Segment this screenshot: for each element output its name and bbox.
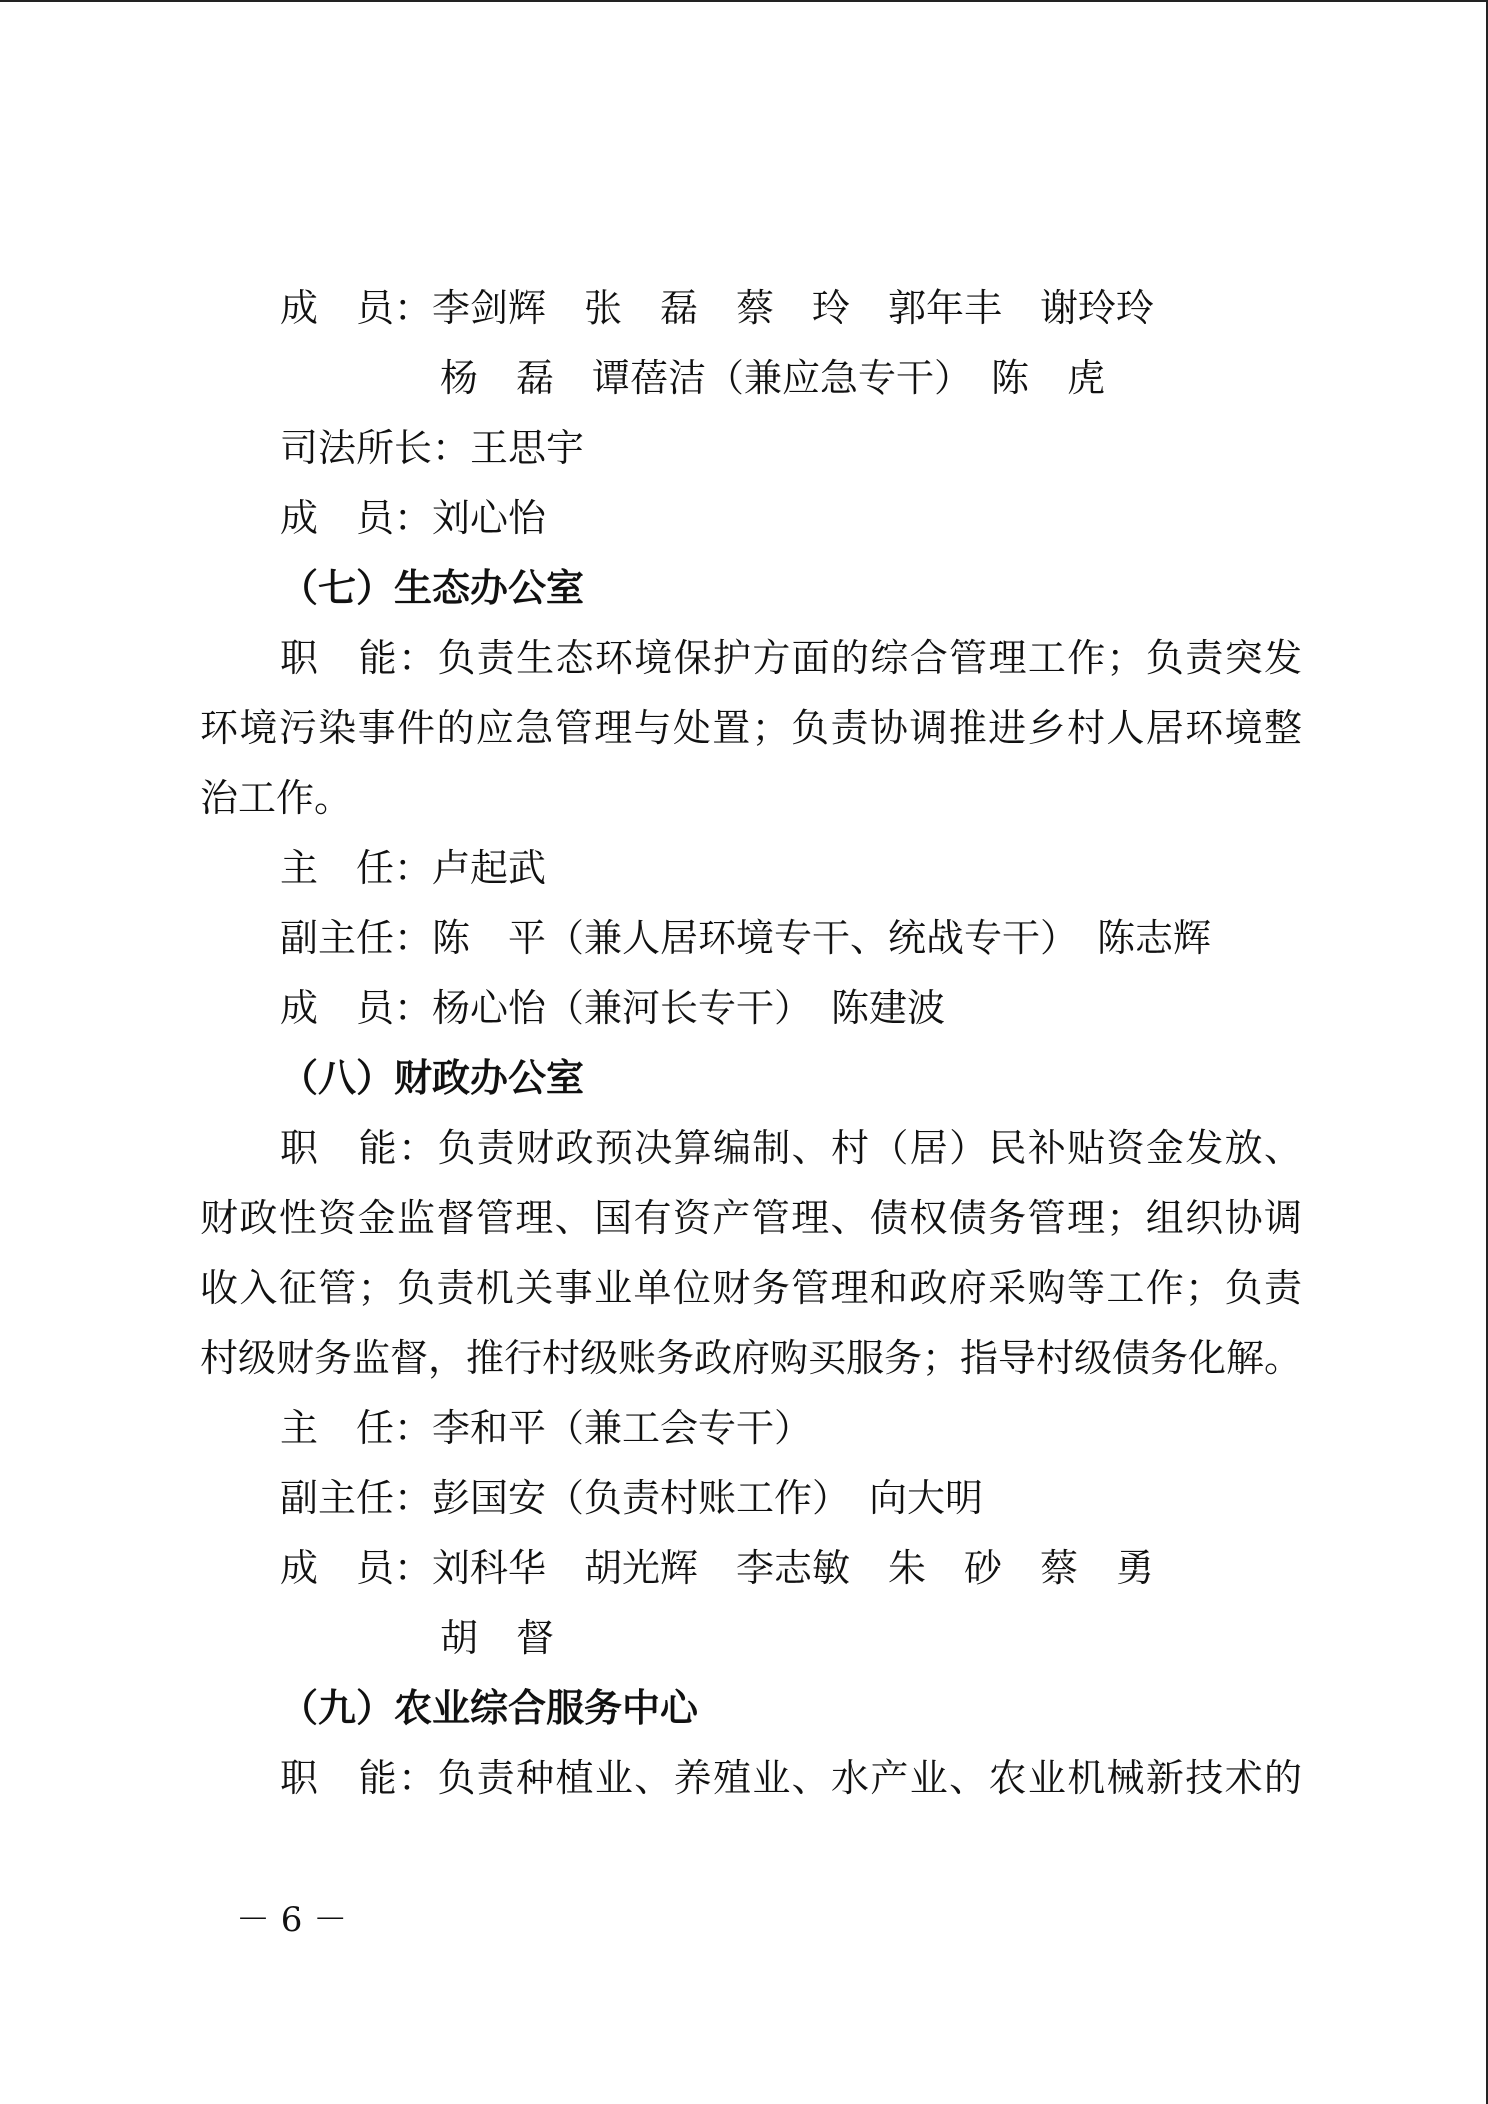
members-line: 成 员：刘科华 胡光辉 李志敏 朱 砂 蔡 勇: [280, 1546, 1155, 1590]
function-paragraph-line: 职 能：负责财政预决算编制、村（居）民补贴资金发放、: [280, 1126, 1302, 1170]
members-line: 成 员：李剑辉 张 磊 蔡 玲 郭年丰 谢玲玲: [280, 286, 1155, 330]
members-line-continued: 胡 督: [440, 1616, 555, 1660]
section-heading-8: （八）财政办公室: [280, 1055, 585, 1100]
members-line: 成 员：杨心怡（兼河长专干） 陈建波: [280, 986, 946, 1030]
members-line: 成 员：刘心怡: [280, 496, 547, 540]
function-paragraph-line: 职 能：负责种植业、养殖业、水产业、农业机械新技术的: [280, 1756, 1302, 1800]
director-line: 主 任：李和平（兼工会专干）: [280, 1406, 813, 1450]
function-paragraph-line: 村级财务监督，推行村级账务政府购买服务；指导村级债务化解。: [200, 1336, 1303, 1380]
function-paragraph-line: 财政性资金监督管理、国有资产管理、债权债务管理；组织协调: [200, 1196, 1302, 1240]
function-paragraph-line: 治工作。: [200, 776, 353, 820]
director-line: 主 任：卢起武: [280, 846, 547, 890]
members-line-continued: 杨 磊 谭蓓洁（兼应急专干） 陈 虎: [440, 356, 1106, 400]
function-paragraph-line: 收入征管；负责机关事业单位财务管理和政府采购等工作；负责: [200, 1266, 1302, 1310]
deputy-director-line: 副主任：彭国安（负责村账工作） 向大明: [280, 1476, 984, 1520]
function-paragraph-line: 环境污染事件的应急管理与处置；负责协调推进乡村人居环境整: [200, 706, 1302, 750]
judicial-head-line: 司法所长：王思宇: [280, 426, 585, 470]
deputy-director-line: 副主任：陈 平（兼人居环境专干、统战专干） 陈志辉: [280, 916, 1212, 960]
section-heading-7: （七）生态办公室: [280, 565, 585, 610]
section-heading-9: （九）农业综合服务中心: [280, 1685, 699, 1730]
function-paragraph-line: 职 能：负责生态环境保护方面的综合管理工作；负责突发: [280, 636, 1302, 680]
page-number: － 6 －: [236, 1900, 348, 1940]
